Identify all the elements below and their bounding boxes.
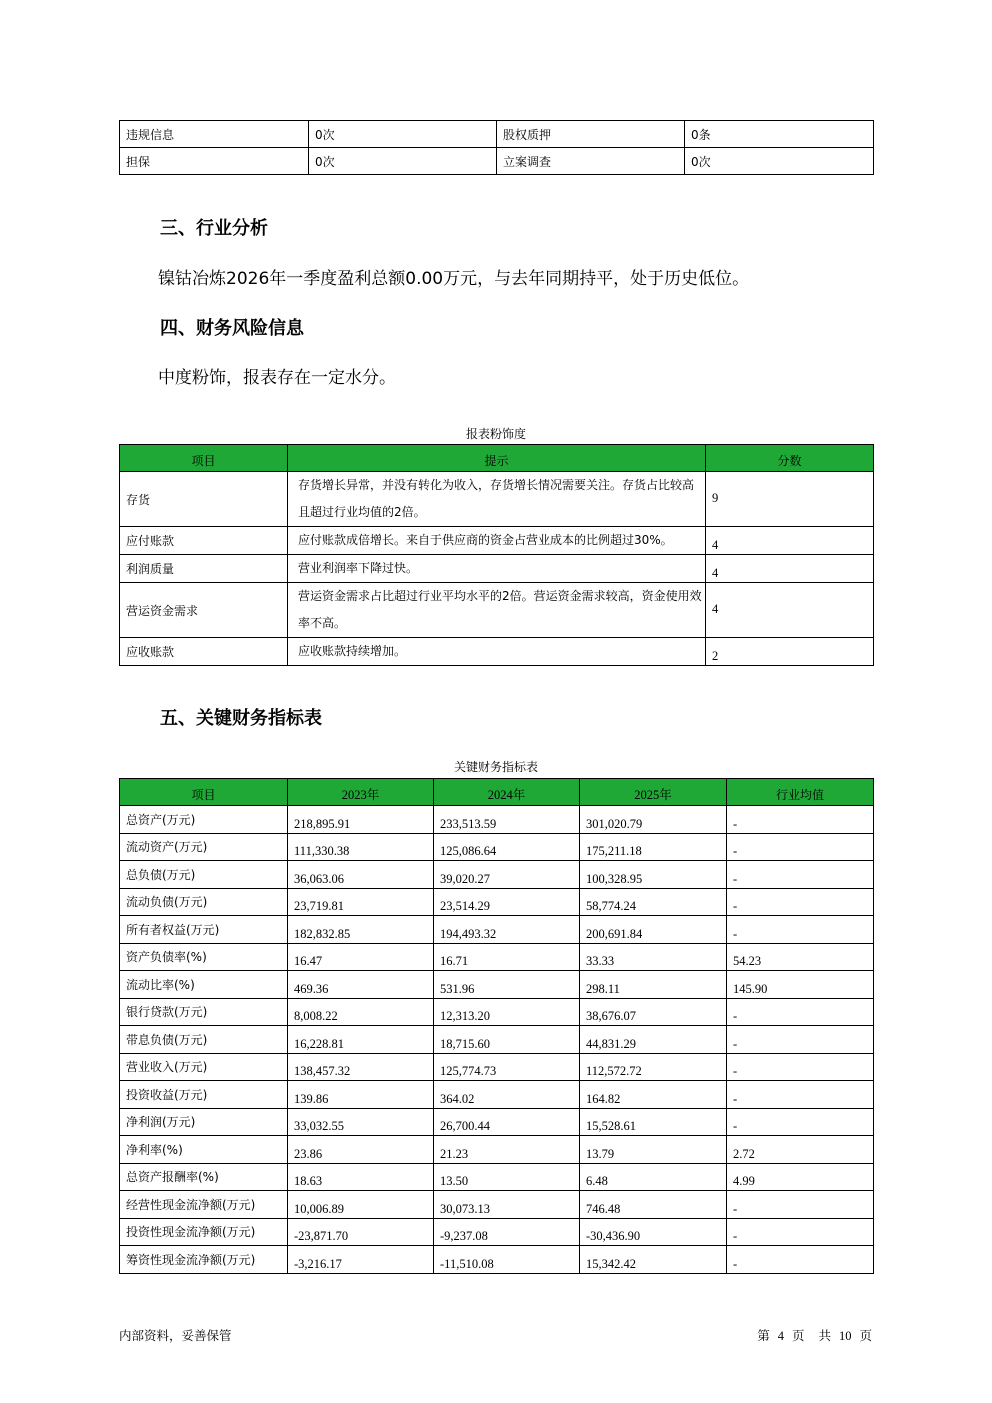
risk-score: 9	[706, 472, 874, 527]
table-row	[120, 1026, 874, 1054]
page-indicator	[757, 1326, 872, 1344]
value-guarantee: 0次	[309, 148, 497, 175]
metric-value: 38,676.07	[580, 998, 727, 1026]
metric-value: -	[727, 1246, 874, 1274]
metric-value: -9,237.08	[434, 1218, 580, 1246]
total-label-pre: 共	[818, 1328, 832, 1343]
metric-value: -	[727, 1053, 874, 1081]
metric-name: 所有者权益(万元)	[120, 916, 288, 944]
metric-value: 21.23	[434, 1136, 580, 1164]
risk-score: 2	[706, 638, 874, 666]
metric-value: 531.96	[434, 971, 580, 999]
industry-analysis-text: 镍钴冶炼2026年一季度盈利总额0.00万元，与去年同期持平，处于历史低位。	[158, 269, 750, 289]
metric-name: 总资产报酬率(%)	[120, 1163, 288, 1191]
metric-name: 经营性现金流净额(万元)	[120, 1191, 288, 1219]
metric-value: 23,514.29	[434, 888, 580, 916]
metric-value: 36,063.06	[288, 861, 434, 889]
metric-value: 12,313.20	[434, 998, 580, 1026]
metric-name: 带息负债(万元)	[120, 1026, 288, 1054]
risk-tip: 存货增长异常，并没有转化为收入，存货增长情况需要关注。存货占比较高且超过行业均值的2倍。	[288, 472, 706, 527]
metric-value: 218,895.91	[288, 806, 434, 834]
label-investigation: 立案调查	[497, 148, 685, 175]
section-title-industry: 三、行业分析	[160, 218, 268, 239]
table-row	[120, 148, 874, 175]
metric-name: 筹资性现金流净额(万元)	[120, 1246, 288, 1274]
risk-item: 利润质量	[120, 555, 288, 583]
table-header-row	[120, 779, 874, 806]
metric-value: 13.79	[580, 1136, 727, 1164]
metric-value: 18.63	[288, 1163, 434, 1191]
metric-value: 15,342.42	[580, 1246, 727, 1274]
metric-name: 流动资产(万元)	[120, 833, 288, 861]
metric-value: 13.50	[434, 1163, 580, 1191]
metric-value: 301,020.79	[580, 806, 727, 834]
table-row	[120, 1218, 874, 1246]
section-title-key-financials: 五、关键财务指标表	[160, 708, 322, 729]
metric-value: 8,008.22	[288, 998, 434, 1026]
header-2025: 2025年	[580, 779, 727, 806]
table-row	[120, 638, 874, 666]
table-row	[120, 943, 874, 971]
table-row	[120, 861, 874, 889]
risk-table-caption: 报表粉饰度	[465, 427, 526, 441]
metric-value: -	[727, 998, 874, 1026]
label-equity-pledge: 股权质押	[497, 121, 685, 148]
metric-value: 33,032.55	[288, 1108, 434, 1136]
label-guarantee: 担保	[120, 148, 309, 175]
metric-value: 58,774.24	[580, 888, 727, 916]
page-label-pre: 第	[757, 1328, 770, 1343]
risk-tip: 应收账款持续增加。	[288, 638, 706, 666]
metric-value: 26,700.44	[434, 1108, 580, 1136]
metric-value: 30,073.13	[434, 1191, 580, 1219]
table-row	[120, 971, 874, 999]
metric-value: 44,831.29	[580, 1026, 727, 1054]
metric-name: 总负债(万元)	[120, 861, 288, 889]
risk-item: 存货	[120, 472, 288, 527]
table-row	[120, 555, 874, 583]
metric-value: -23,871.70	[288, 1218, 434, 1246]
table-row	[120, 1081, 874, 1109]
violation-table	[119, 120, 874, 175]
table-row	[120, 1246, 874, 1274]
risk-score: 4	[706, 583, 874, 638]
metric-name: 总资产(万元)	[120, 806, 288, 834]
metric-value: 6.48	[580, 1163, 727, 1191]
metric-value: 746.48	[580, 1191, 727, 1219]
metric-value: 23.86	[288, 1136, 434, 1164]
metric-value: 139.86	[288, 1081, 434, 1109]
metric-value: 16,228.81	[288, 1026, 434, 1054]
metric-name: 投资收益(万元)	[120, 1081, 288, 1109]
metric-value: 175,211.18	[580, 833, 727, 861]
metric-value: -	[727, 916, 874, 944]
label-violation: 违规信息	[120, 121, 309, 148]
table-row	[120, 1108, 874, 1136]
total-label-post: 页	[859, 1328, 872, 1343]
risk-item: 应收账款	[120, 638, 288, 666]
table-row	[120, 998, 874, 1026]
metric-value: 23,719.81	[288, 888, 434, 916]
risk-tip: 营运资金需求占比超过行业平均水平的2倍。营运资金需求较高，资金使用效率不高。	[288, 583, 706, 638]
metric-value: 125,774.73	[434, 1053, 580, 1081]
table-row	[120, 472, 874, 527]
metric-value: 39,020.27	[434, 861, 580, 889]
metric-value: -	[727, 806, 874, 834]
header-2023: 2023年	[288, 779, 434, 806]
value-violation: 0次	[309, 121, 497, 148]
metric-name: 净利润(万元)	[120, 1108, 288, 1136]
header-item: 项目	[120, 779, 288, 806]
metric-name: 流动比率(%)	[120, 971, 288, 999]
metric-value: -11,510.08	[434, 1246, 580, 1274]
metric-name: 银行贷款(万元)	[120, 998, 288, 1026]
header-2024: 2024年	[434, 779, 580, 806]
metric-value: -	[727, 1081, 874, 1109]
value-equity-pledge: 0条	[685, 121, 874, 148]
metric-value: -	[727, 1191, 874, 1219]
metric-value: -	[727, 1026, 874, 1054]
metric-value: 364.02	[434, 1081, 580, 1109]
metric-value: -	[727, 1218, 874, 1246]
metric-value: 233,513.59	[434, 806, 580, 834]
metric-value: 164.82	[580, 1081, 727, 1109]
metric-value: -	[727, 861, 874, 889]
header-score: 分数	[706, 445, 874, 472]
metric-value: 182,832.85	[288, 916, 434, 944]
table-row	[120, 1136, 874, 1164]
section-title-risk: 四、财务风险信息	[160, 318, 304, 339]
table-row	[120, 806, 874, 834]
metric-value: 15,528.61	[580, 1108, 727, 1136]
metric-value: 2.72	[727, 1136, 874, 1164]
metric-value: 10,006.89	[288, 1191, 434, 1219]
metric-value: 16.71	[434, 943, 580, 971]
metric-value: 194,493.32	[434, 916, 580, 944]
table-row	[120, 833, 874, 861]
metric-value: 298.11	[580, 971, 727, 999]
metric-value: -	[727, 1108, 874, 1136]
metric-value: 4.99	[727, 1163, 874, 1191]
table-row	[120, 1053, 874, 1081]
total-pages: 10	[839, 1329, 852, 1343]
metric-value: -30,436.90	[580, 1218, 727, 1246]
metric-value: 111,330.38	[288, 833, 434, 861]
page-number: 4	[777, 1329, 785, 1343]
metric-value: 469.36	[288, 971, 434, 999]
risk-item: 应付账款	[120, 527, 288, 555]
metric-name: 净利率(%)	[120, 1136, 288, 1164]
metric-name: 投资性现金流净额(万元)	[120, 1218, 288, 1246]
risk-tip: 营业利润率下降过快。	[288, 555, 706, 583]
header-item: 项目	[120, 445, 288, 472]
page-label-mid: 页	[792, 1328, 805, 1343]
metric-value: 33.33	[580, 943, 727, 971]
fin-table-caption: 关键财务指标表	[453, 760, 538, 774]
risk-summary-text: 中度粉饰，报表存在一定水分。	[158, 368, 396, 388]
risk-score: 4	[706, 527, 874, 555]
metric-value: 18,715.60	[434, 1026, 580, 1054]
key-financials-table	[119, 778, 874, 1274]
table-row	[120, 1163, 874, 1191]
risk-item: 营运资金需求	[120, 583, 288, 638]
table-row	[120, 527, 874, 555]
metric-value: 145.90	[727, 971, 874, 999]
risk-score: 4	[706, 555, 874, 583]
header-industry-avg: 行业均值	[727, 779, 874, 806]
header-tip: 提示	[288, 445, 706, 472]
table-row	[120, 1191, 874, 1219]
metric-name: 流动负债(万元)	[120, 888, 288, 916]
metric-name: 营业收入(万元)	[120, 1053, 288, 1081]
metric-value: 54.23	[727, 943, 874, 971]
table-row	[120, 583, 874, 638]
table-row	[120, 916, 874, 944]
metric-value: 112,572.72	[580, 1053, 727, 1081]
metric-value: -3,216.17	[288, 1246, 434, 1274]
risk-table	[119, 444, 874, 666]
metric-value: 16.47	[288, 943, 434, 971]
metric-value: -	[727, 888, 874, 916]
table-header-row	[120, 445, 874, 472]
value-investigation: 0次	[685, 148, 874, 175]
metric-value: -	[727, 833, 874, 861]
metric-value: 138,457.32	[288, 1053, 434, 1081]
metric-value: 200,691.84	[580, 916, 727, 944]
metric-value: 125,086.64	[434, 833, 580, 861]
risk-tip: 应付账款成倍增长。来自于供应商的资金占营业成本的比例超过30%。	[288, 527, 706, 555]
metric-name: 资产负债率(%)	[120, 943, 288, 971]
table-row	[120, 121, 874, 148]
metric-value: 100,328.95	[580, 861, 727, 889]
footer-confidential: 内部资料，妥善保管	[119, 1328, 232, 1343]
table-row	[120, 888, 874, 916]
